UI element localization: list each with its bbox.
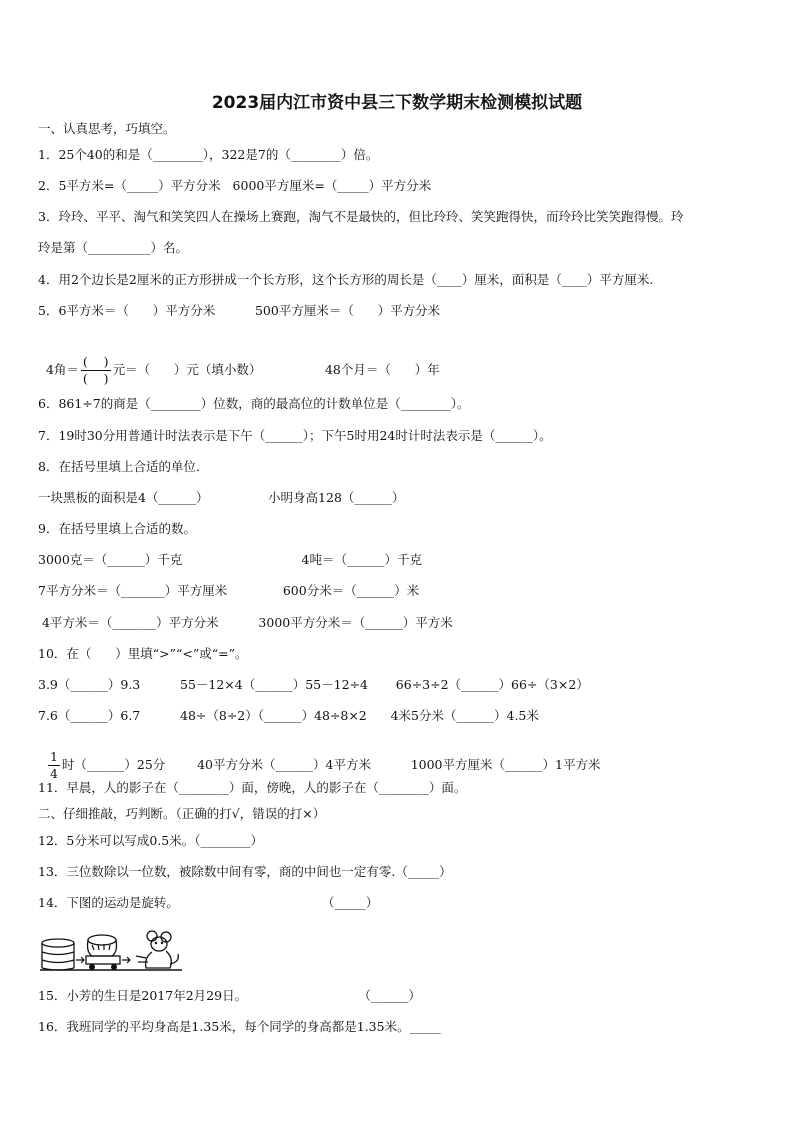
- question-6: 6．861÷7的商是（________）位数，商的最高位的计数单位是（________）。: [38, 396, 470, 411]
- question-1: 1．25个40的和是（________），322是7的（________）倍。: [38, 147, 379, 162]
- question-10-row-3: [38, 733, 600, 782]
- question-9: 9．在括号里填上合适的数。: [38, 521, 196, 536]
- question-10-row-2: 7.6（______）6.7 48÷（8÷2）（______）48÷8×2 4米5分米（______）4.5米: [38, 708, 539, 723]
- question-8-items: 一块黑板的面积是4（______） 小明身高128（______）: [38, 490, 405, 505]
- fraction: [81, 354, 111, 387]
- question-7: 7．19时30分用普通计时法表示是下午（______）；下午5时用24时计时法表示是（______）。: [38, 428, 552, 443]
- question-8: 8．在括号里填上合适的单位．: [38, 459, 209, 474]
- fraction-denominator: 4: [49, 766, 58, 781]
- q10c-suffix: 时（______）25分 40平方分米（______）4平方米 1000平方厘米（______）1平方米: [61, 757, 601, 772]
- question-3-line-2: 玲是第（__________）名。: [38, 240, 189, 255]
- q5b-prefix: 4角＝: [45, 362, 79, 377]
- question-2: 2．5平方米=（_____）平方分米 6000平方厘米=（_____）平方分米: [38, 178, 432, 193]
- question-12: 12．5分米可以写成0.5米。（________）: [38, 833, 263, 848]
- question-3-line-1: 3．玲玲、平平、淘气和笑笑四人在操场上赛跑，淘气不是最快的，但比玲玲、笑笑跑得快，而玲玲比笑笑跑得慢。玲: [38, 209, 684, 224]
- question-9-row-2: 7平方分米＝（_______）平方厘米 600分米＝（______）米: [38, 583, 420, 598]
- fraction-denominator: ( ): [82, 371, 109, 386]
- fraction-numerator: ( ): [82, 354, 109, 369]
- question-10-row-1: 3.9（______）9.3 55－12×4（______）55－12÷4 66÷3÷2（______）66÷（3×2）: [38, 677, 589, 692]
- question-10: 10．在（ ）里填“>”“<”或“=”。: [38, 646, 248, 661]
- question-5: 5．6平方米＝（ ）平方分米 500平方厘米＝（ ）平方分米: [38, 303, 441, 318]
- mouse-pushing-cart-icon: [40, 930, 186, 974]
- question-11: 11．早晨，人的影子在（________）面，傍晚，人的影子在（________）面。: [38, 780, 467, 795]
- section-heading-1: 一、认真思考，巧填空。: [38, 121, 176, 136]
- fraction-quarter: [48, 749, 60, 782]
- question-9-row-1: 3000克＝（______）千克 4吨＝（______）千克: [38, 552, 422, 567]
- question-4: 4．用2个边长是2厘米的正方形拼成一个长方形，这个长方形的周长是（____）厘米，面积是（____）平方厘米.: [38, 272, 654, 287]
- question-13: 13．三位数除以一位数，被除数中间有零，商的中间也一定有零.（_____）: [38, 864, 452, 879]
- question-15: 15．小芳的生日是2017年2月29日。 （______）: [38, 988, 421, 1003]
- section-heading-2: 二、仔细推敲，巧判断。（正确的打√，错误的打×）: [38, 806, 326, 821]
- question-16: 16．我班同学的平均身高是1.35米，每个同学的身高都是1.35米。_____: [38, 1019, 441, 1034]
- question-5-fraction-line: [38, 338, 440, 387]
- q5b-suffix: 元＝（ ）元（填小数） 48个月＝（ ）年: [112, 362, 440, 377]
- question-9-row-3: 4平方米＝（_______）平方分米 3000平方分米＝（______）平方米: [38, 615, 453, 630]
- page-title: 2023届内江市资中县三下数学期末检测模拟试题: [211, 93, 583, 113]
- question-14: 14．下图的运动是旋转。 （_____）: [38, 895, 379, 910]
- fraction-numerator: 1: [49, 749, 58, 764]
